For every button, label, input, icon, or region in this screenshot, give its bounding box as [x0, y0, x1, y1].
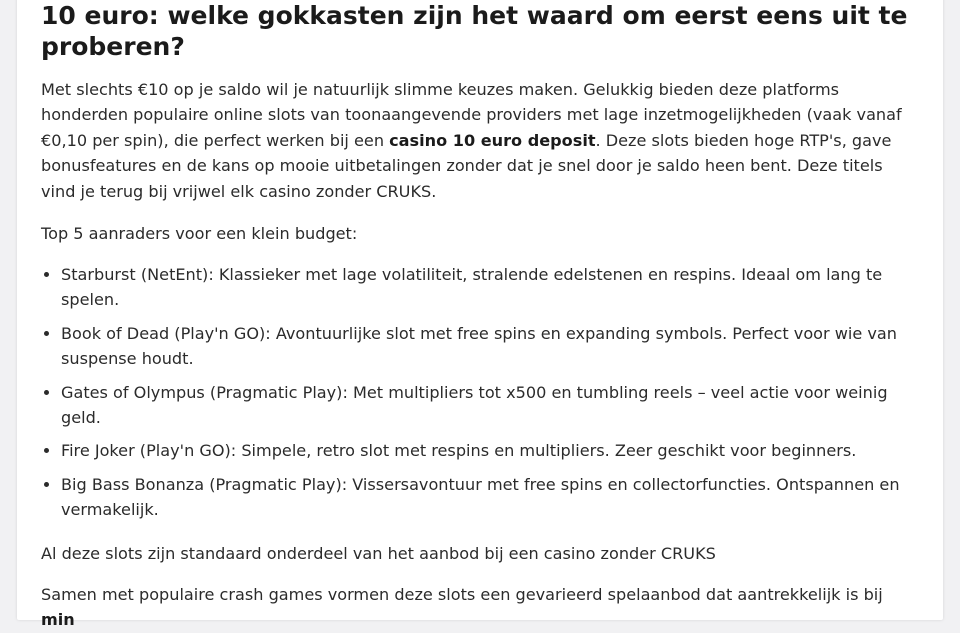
closing-text: Samen met populaire crash games vormen deze slots een gevarieerd spelaanbod dat aantrekkelijk is bij — [41, 585, 883, 604]
intro-text-1: Met slechts €10 op je saldo wil je natuurlijk slimme keuzes maken. Gelukkig bieden deze platforms honderden populaire online slots van toonaangevende providers met lage inzetmogelijkheden (vaak vanaf €0,10 per spin), die perfect werken bij een — [41, 80, 902, 150]
intro-paragraph — [41, 77, 921, 204]
intro-bold-keyword: casino 10 euro deposit — [389, 130, 596, 150]
list-item: • Fire Joker (Play'n GO): Simpele, retro slot met respins en multipliers. Zeer geschikt voor beginners. — [61, 438, 921, 463]
intro-text-2: . Deze slots bieden hoge RTP's, gave bonusfeatures en de kans op mooie uitbetalingen zonder dat je snel door je saldo heen bent. Deze titels vind je terug bij vrijwel elk casino zonder CRUKS. — [41, 130, 892, 201]
closing-bold-keyword: min — [41, 610, 75, 630]
list-item: • Gates of Olympus (Pragmatic Play): Met multipliers tot x500 en tumbling reels – veel actie voor weinig geld. — [61, 380, 921, 431]
list-item: • Starburst (NetEnt): Klassieker met lage volatiliteit, stralende edelstenen en respins. Ideaal om lang te spelen. — [61, 262, 921, 313]
standard-note: Al deze slots zijn standaard onderdeel van het aanbod bij een casino zonder CRUKS — [41, 544, 716, 563]
top5-label: Top 5 aanraders voor een klein budget: — [41, 224, 358, 243]
closing-paragraph — [41, 582, 921, 633]
list-item: • Big Bass Bonanza (Pragmatic Play): Vissersavontuur met free spins en collectorfuncties. Ontspannen en vermakelijk. — [61, 472, 921, 523]
list-item: • Book of Dead (Play'n GO): Avontuurlijke slot met free spins en expanding symbols. Perfect voor wie van suspense houdt. — [61, 321, 921, 372]
slot-list — [41, 262, 921, 523]
section-heading: 10 euro: welke gokkasten zijn het waard om eerst eens uit te proberen? — [41, 1, 908, 61]
